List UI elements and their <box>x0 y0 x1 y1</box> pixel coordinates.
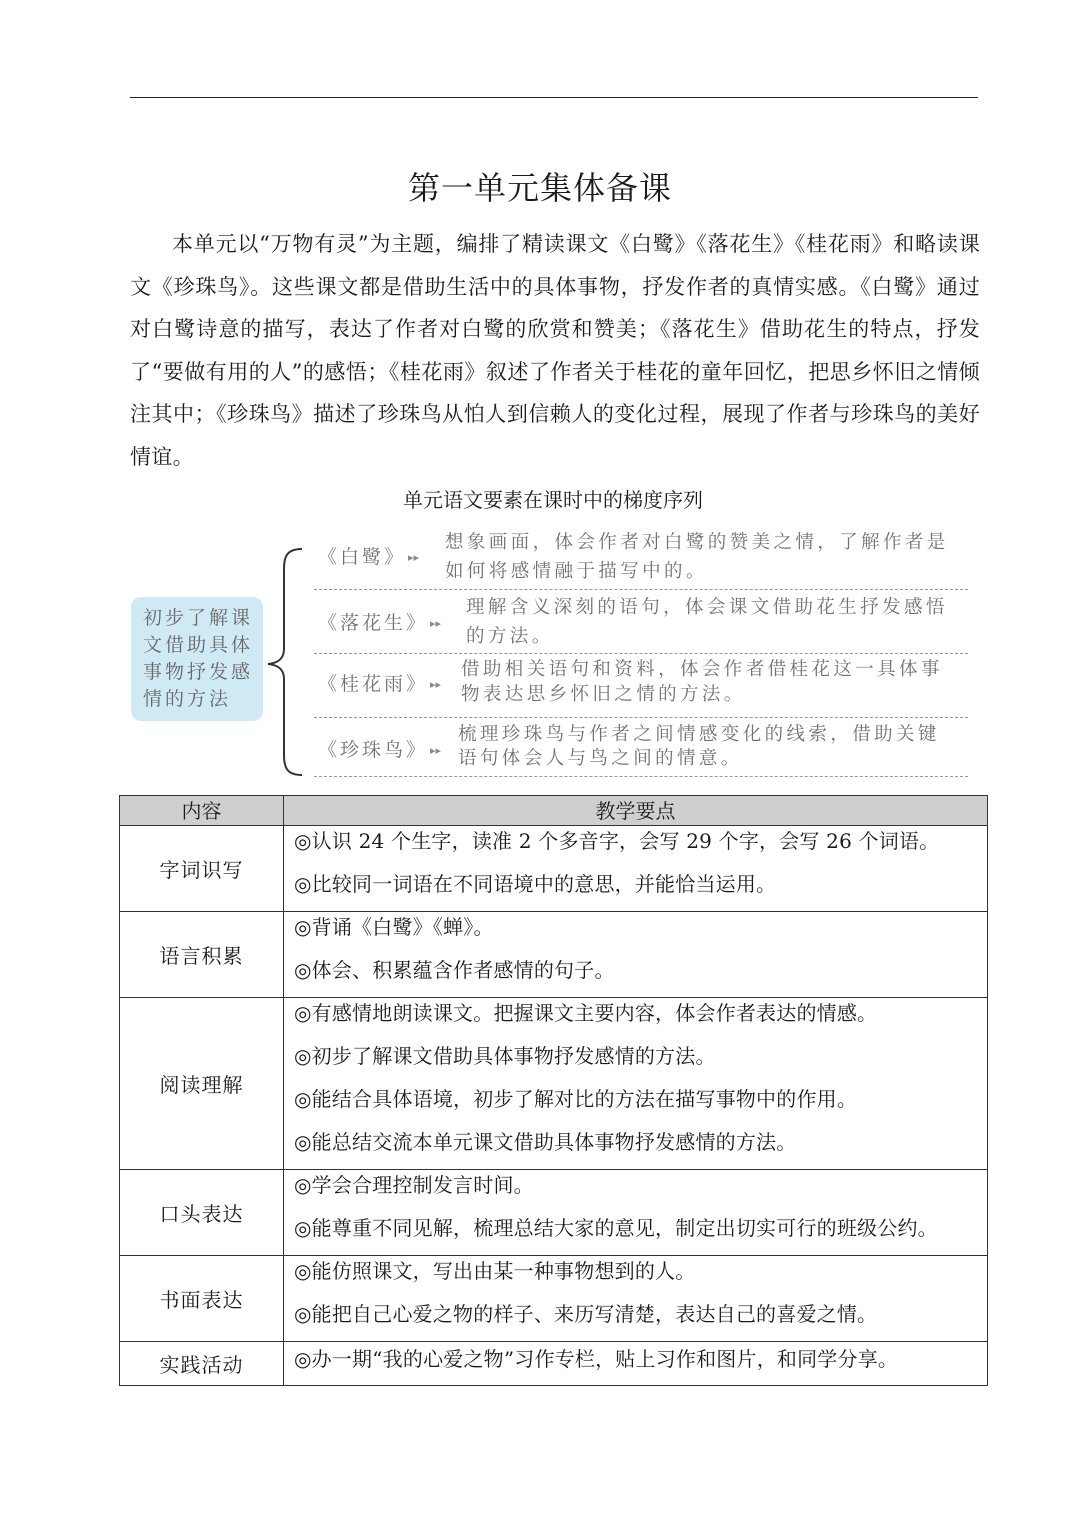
teaching-point: ◎办一期“我的心爱之物”习作专栏，贴上习作和图片，和同学分享。 <box>294 1347 899 1371</box>
teaching-points-table <box>119 795 988 1386</box>
teaching-point: ◎比较同一词语在不同语境中的意思，并能恰当运用。 <box>294 872 777 896</box>
concept-box: 初步了解课文借助具体事物抒发感情的方法 <box>131 597 263 721</box>
header-content: 内容 <box>120 796 284 826</box>
teaching-point: ◎初步了解课文借助具体事物抒发感情的方法。 <box>294 1044 716 1068</box>
lesson-name: 《珍珠鸟》 ▸▸ <box>318 739 442 761</box>
teaching-point: ◎能尊重不同见解，梳理总结大家的意见，制定出切实可行的班级公约。 <box>294 1216 938 1240</box>
lesson-desc: 理解含义深刻的语句，体会课文借助花生抒发感悟 的方法。 <box>466 597 948 647</box>
double-arrow-icon: ▸▸ <box>430 678 442 691</box>
category-cell: 书面表达 <box>120 1256 284 1342</box>
teaching-point: ◎有感情地朗读课文。把握课文主要内容，体会作者表达的情感。 <box>294 1001 878 1025</box>
table-row <box>120 998 988 1170</box>
table-row <box>120 1170 988 1256</box>
teaching-point: ◎体会、积累蕴含作者感情的句子。 <box>294 958 615 982</box>
double-arrow-icon: ▸▸ <box>430 617 442 630</box>
points-cell <box>284 1256 988 1342</box>
lesson-name: 《落花生》 ▸▸ <box>318 612 442 634</box>
lesson-desc: 梳理珍珠鸟与作者之间情感变化的线索，借助关键 语句体会人与鸟之间的情意。 <box>458 724 940 769</box>
points-cell <box>284 826 988 912</box>
teaching-point: ◎认识 24 个生字，读准 2 个多音字，会写 29 个字，会写 26 个词语。 <box>294 829 940 853</box>
teaching-point: ◎能结合具体语境，初步了解对比的方法在描写事物中的作用。 <box>294 1087 858 1111</box>
intro-paragraph: 本单元以“万物有灵”为主题，编排了精读课文《白鹭》《落花生》《桂花雨》和略读课文《珍珠鸟》。这些课文都是借助生活中的具体事物，抒发作者的真情实感。《白鹭》通过对白鹭诗意的描写，表达了作者对白鹭的欣赏和赞美；《落花生》借助花生的特点，抒发了“要做有用的人”的感悟；《桂花雨》叙述了作者关于桂花的童年回忆，把思乡怀旧之情倾注其中；《珍珠鸟》描述了珍珠鸟从怕人到信赖人的变化过程，展现了作者与珍珠鸟的美好情谊。 <box>130 232 980 469</box>
category-cell: 实践活动 <box>120 1342 284 1386</box>
left-brace <box>262 545 310 779</box>
category-cell: 口头表达 <box>120 1170 284 1256</box>
lesson-name: 《白鹭》 ▸▸ <box>318 546 420 568</box>
lesson-row-guihuayu <box>314 653 968 718</box>
double-arrow-icon: ▸▸ <box>408 551 420 564</box>
lesson-row-bailu <box>314 528 968 590</box>
points-cell <box>284 1342 988 1386</box>
points-cell <box>284 1170 988 1256</box>
diagram-title: 单元语文要素在课时中的梯度序列 <box>403 488 703 512</box>
lesson-desc: 借助相关语句和资料，体会作者借桂花这一具体事 物表达思乡怀旧之情的方法。 <box>461 659 943 705</box>
header-rule <box>130 97 978 98</box>
header-points: 教学要点 <box>284 796 988 826</box>
table-header-row <box>120 796 988 826</box>
teaching-point: ◎学会合理控制发言时间。 <box>294 1173 534 1197</box>
lesson-name: 《桂花雨》 ▸▸ <box>318 673 442 695</box>
teaching-point: ◎能总结交流本单元课文借助具体事物抒发感情的方法。 <box>294 1130 797 1154</box>
points-cell <box>284 998 988 1170</box>
lesson-row-luohuasheng <box>314 589 968 654</box>
teaching-point: ◎能把自己心爱之物的样子、来历写清楚，表达自己的喜爱之情。 <box>294 1302 878 1326</box>
double-arrow-icon: ▸▸ <box>430 744 442 757</box>
table-row <box>120 1256 988 1342</box>
table-row <box>120 912 988 998</box>
category-cell: 语言积累 <box>120 912 284 998</box>
table-row <box>120 1342 988 1386</box>
lesson-desc: 想象画面，体会作者对白鹭的赞美之情，了解作者是 如何将感情融于描写中的。 <box>445 532 949 582</box>
page-title: 第一单元集体备课 <box>407 169 672 207</box>
lesson-row-zhenzhuniao <box>314 717 968 777</box>
table-row <box>120 826 988 912</box>
teaching-point: ◎能仿照课文，写出由某一种事物想到的人。 <box>294 1259 696 1283</box>
points-cell <box>284 912 988 998</box>
category-cell: 字词识写 <box>120 826 284 912</box>
teaching-point: ◎背诵《白鹭》《蝉》。 <box>294 915 494 939</box>
category-cell: 阅读理解 <box>120 998 284 1170</box>
